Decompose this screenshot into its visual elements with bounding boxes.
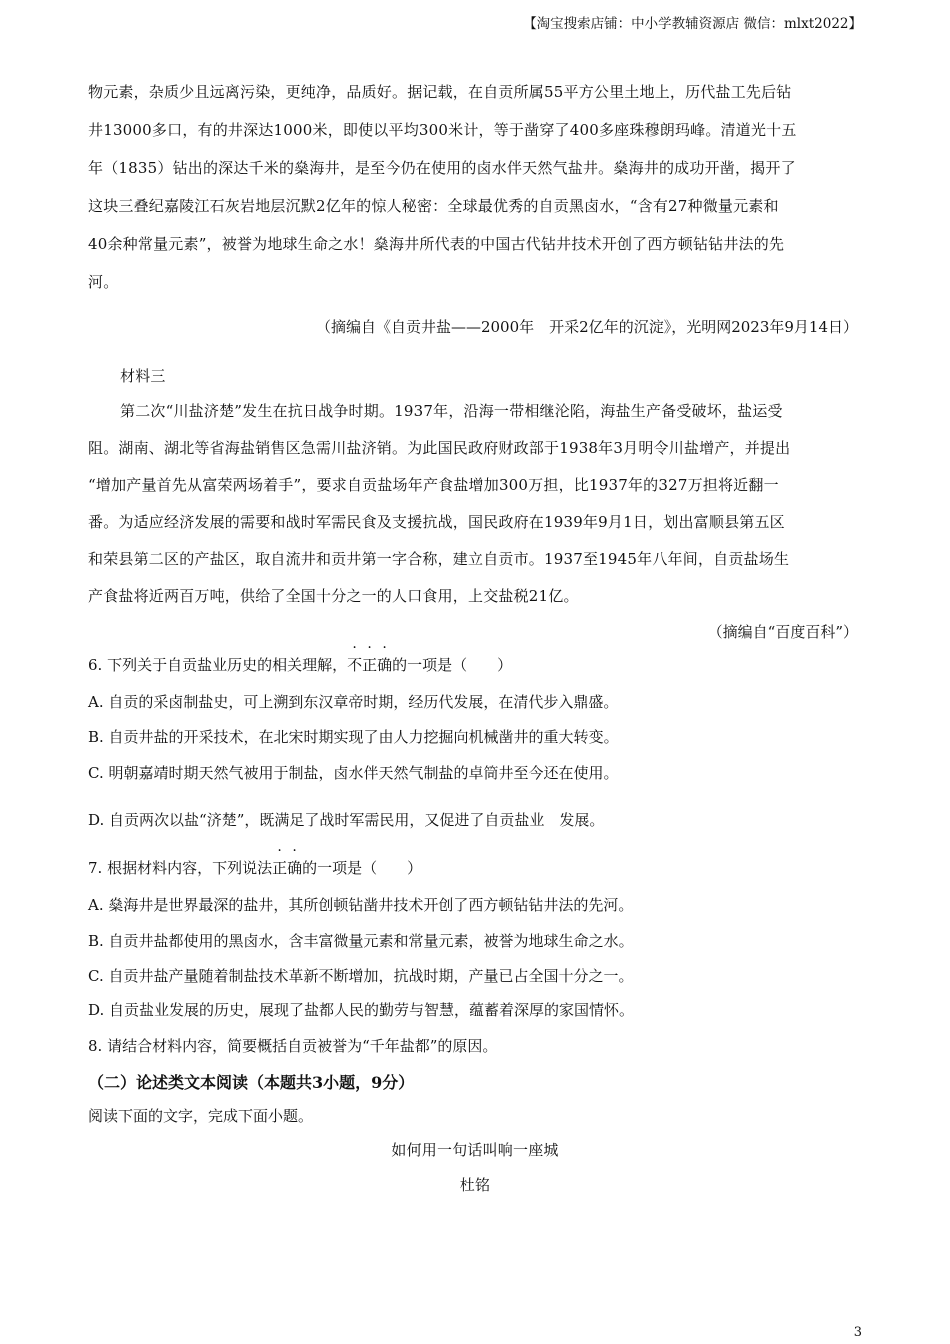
option-d: D. 自贡盐业发展的历史，展现了盐都人民的勤劳与智慧，蕴蓄着深厚的家国情怀。 [88, 1001, 635, 1019]
option-c: C. 自贡井盐产量随着制盐技术革新不断增加，抗战时期，产量已占全国十分之一。 [88, 967, 634, 985]
question-6 [88, 654, 512, 675]
material-title: 材料三 [120, 367, 166, 385]
passage-line: 和荣县第二区的产盐区，取自流井和贡井第一字合称，建立自贡市。1937至1945年八年间，自贡盐场生 [88, 550, 790, 568]
option-a: A. 燊海井是世界最深的盐井，其所创顿钻凿井技术开创了西方顿钻钻井法的先河。 [88, 896, 634, 914]
question-prefix: 7. 根据材料内容，下列说法 [88, 859, 273, 877]
article-title: 如何用一句话叫响一座城 [391, 1141, 559, 1159]
page-number: 3 [853, 1325, 862, 1340]
source-citation: （摘编自“百度百科”） [707, 623, 858, 641]
question-8: 8. 请结合材料内容，简要概括自贡被誉为“千年盐都”的原因。 [88, 1037, 498, 1055]
passage-line: 阻。湖南、湖北等省海盐销售区急需川盐济销。为此国民政府财政部于1938年3月明令川盐增产，并提出 [88, 439, 791, 457]
passage-line: “增加产量首先从富荣两场着手”，要求自贡盐场年产食盐增加300万担，比1937年的327万担将近翻一 [88, 476, 779, 494]
section-title: （二）论述类文本阅读（本题共3小题，9分） [88, 1073, 415, 1092]
emphasis-char: 正 [362, 656, 378, 674]
option-c: C. 明朝嘉靖时期天然气被用于制盐，卤水伴天然气制盐的卓筒井至今还在使用。 [88, 764, 619, 782]
emphasis-char: 确 [377, 656, 393, 674]
passage-line: 河。 [88, 273, 119, 291]
emphasis-text [347, 656, 392, 674]
emphasis-char: 正 [272, 859, 288, 877]
passage-line: 产食盐将近两百万吨，供给了全国十分之一的人口食用，上交盐税21亿。 [88, 587, 579, 605]
instruction-text: 阅读下面的文字，完成下面小题。 [88, 1107, 314, 1125]
question-suffix: 的一项是（ ） [302, 859, 423, 877]
emphasis-char: 不 [347, 656, 363, 674]
option-b: B. 自贡井盐的开采技术，在北宋时期实现了由人力挖掘向机械凿井的重大转变。 [88, 728, 619, 746]
emphasis-char: 确 [287, 859, 303, 877]
page-header: 【淘宝搜索店铺：中小学教辅资源店 微信：mlxt2022】 [523, 16, 862, 32]
passage-line: 年（1835）钻出的深达千米的燊海井，是至今仍在使用的卤水伴天然气盐井。燊海井的成功开凿，揭开了 [88, 159, 796, 177]
option-d: D. 自贡两次以盐“济楚”，既满足了战时军需民用，又促进了自贡盐业 发展。 [88, 811, 605, 829]
option-b: B. 自贡井盐都使用的黑卤水，含丰富微量元素和常量元素，被誉为地球生命之水。 [88, 932, 634, 950]
option-a: A. 自贡的采卤制盐史，可上溯到东汉章帝时期，经历代发展，在清代步入鼎盛。 [88, 693, 619, 711]
question-prefix: 6. 下列关于自贡盐业历史的相关理解， [88, 656, 348, 674]
emphasis-text [272, 859, 302, 877]
question-suffix: 的一项是（ ） [392, 656, 513, 674]
passage-line: 40余种常量元素”，被誉为地球生命之水！燊海井所代表的中国古代钻井技术开创了西方顿钻钻井法的先 [88, 235, 785, 253]
passage-line: 井13000多口，有的井深达1000米，即使以平均300米计，等于凿穿了400多座珠穆朗玛峰。清道光十五 [88, 121, 797, 139]
passage-line: 番。为适应经济发展的需要和战时军需民食及支援抗战，国民政府在1939年9月1日，划出富顺县第五区 [88, 513, 785, 531]
source-citation: （摘编自《自贡井盐——2000年 开采2亿年的沉淀》，光明网2023年9月14日） [315, 318, 858, 336]
passage-line: 这块三叠纪嘉陵江石灰岩地层沉默2亿年的惊人秘密：全球最优秀的自贡黑卤水，“含有27种微量元素和 [88, 197, 779, 215]
article-author: 杜铭 [459, 1176, 491, 1194]
passage-line: 第二次“川盐济楚”发生在抗日战争时期。1937年，沿海一带相继沦陷，海盐生产备受破坏，盐运受 [120, 402, 783, 420]
passage-line: 物元素，杂质少且远离污染，更纯净，品质好。据记载，在自贡所属55平方公里土地上，历代盐工先后钻 [88, 83, 792, 101]
question-7 [88, 857, 422, 878]
